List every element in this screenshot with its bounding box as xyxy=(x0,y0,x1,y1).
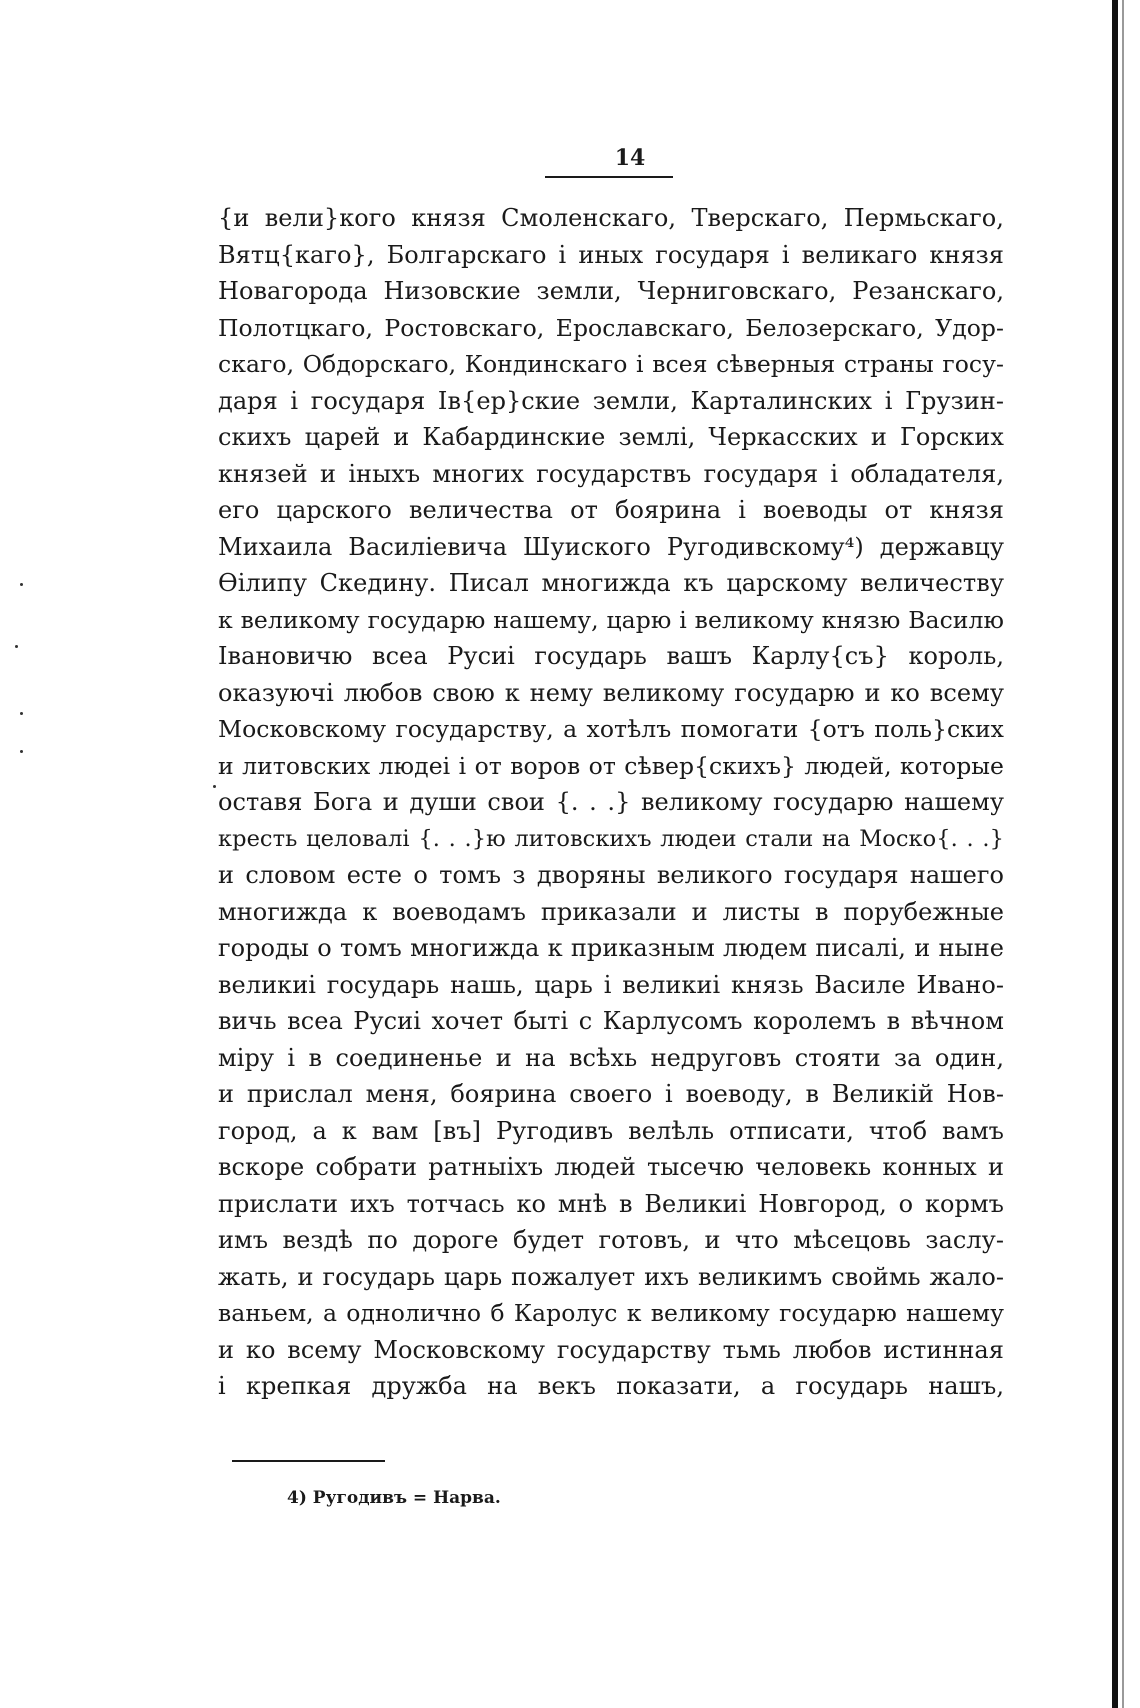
text-line: даря і государя Ів{ер}ские земли, Карталинских і Грузин- xyxy=(218,386,1004,415)
text-line: многижда к воеводамъ приказали и листы в порубежные xyxy=(218,897,1004,926)
text-line: Івановичю всеа Русиі государь вашъ Карлу{съ} король, xyxy=(218,642,1004,670)
text-line: князей и іныхъ многих государствъ государя і обладателя, xyxy=(218,459,1004,488)
text-line: и словом есте о томъ з дворяны великого государя нашего xyxy=(218,861,1004,889)
text-line: жать, и государь царь пожалует ихъ великимъ своймь жало- xyxy=(218,1262,1004,1291)
scan-edge-line xyxy=(1122,0,1124,1708)
text-line: скихъ царей и Кабардинские землі, Черкасских и Горских xyxy=(218,423,1004,451)
text-line: міру і в соединенье и на всѣхь недруговъ стояти за один, xyxy=(218,1043,1004,1072)
text-line: Михаила Василіевича Шуиского Ругодивскому⁴) державцу xyxy=(218,532,1004,561)
text-line: и литовских людеі і от воров от сѣвер{скихъ} людей, которые xyxy=(218,751,1004,780)
margin-mark xyxy=(213,785,216,788)
text-line: і крепкая дружба на векъ показати, а государь нашъ, xyxy=(218,1372,1004,1400)
text-line: скаго, Обдорскаго, Кондинскаго і всея сѣверныя страны госу- xyxy=(218,350,1004,378)
margin-mark xyxy=(20,583,23,586)
footnote-rule xyxy=(232,1460,385,1462)
text-line: оставя Бога и души свои {. . .} великому государю нашему xyxy=(218,788,1004,816)
text-line: великиі государь нашь, царь і великиі князь Василе Ивано- xyxy=(218,970,1004,999)
text-line: Ѳілипу Скедину. Писал многижда къ царскому величеству xyxy=(218,569,1004,597)
page-number: 14 xyxy=(614,145,646,171)
page-number-rule xyxy=(545,176,673,178)
scan-edge-bar xyxy=(1112,0,1118,1708)
footnote: 4) Ругодивъ = Нарва. xyxy=(287,1488,501,1508)
text-line: и ко всему Московскому государству тьмь любов истинная xyxy=(218,1335,1004,1364)
text-line: прислати ихъ тотчась ко мнѣ в Великиі Новгород, о кормъ xyxy=(218,1189,1004,1218)
text-line: {и вели}кого князя Смоленскаго, Тверскаго, Пермьскаго, xyxy=(218,204,1004,232)
margin-mark xyxy=(20,750,23,753)
text-line: город, а к вам [въ] Ругодивъ велѣль отписати, чтоб вамъ xyxy=(218,1116,1004,1145)
text-line: к великому государю нашему, царю і великому князю Василю xyxy=(218,605,1004,634)
text-line: ваньем, а однолично б Каролус к великому государю нашему xyxy=(218,1299,1004,1327)
text-line: и прислал меня, боярина своего і воеводу, в Великій Нов- xyxy=(218,1080,1004,1108)
margin-mark xyxy=(20,712,23,715)
text-line: городы о томъ многижда к приказным людем писалі, и ныне xyxy=(218,934,1004,962)
text-line: Вятц{каго}, Болгарскаго і иных государя і великаго князя xyxy=(218,240,1004,269)
text-line: Новагорода Низовские земли, Черниговскаго, Резанскаго, xyxy=(218,277,1004,305)
text-line: оказуючі любов свою к нему великому государю и ко всему xyxy=(218,678,1004,707)
text-line: его царского величества от боярина і воеводы от князя xyxy=(218,496,1004,524)
text-line: имъ вездѣ по дороге будет готовъ, и что мѣсецовь заслу- xyxy=(218,1226,1004,1254)
text-line: вичь всеа Русиі хочет быті с Карлусомъ королемъ в вѣчном xyxy=(218,1007,1004,1035)
text-line: Полотцкаго, Ростовскаго, Ерославскаго, Белозерскаго, Удор- xyxy=(218,313,1004,342)
text-line: вскоре собрати ратныіхъ людей тысечю человекь конных и xyxy=(218,1153,1004,1181)
text-line: Московскому государству, а хотѣлъ помогати {отъ поль}ских xyxy=(218,715,1004,743)
margin-mark xyxy=(15,645,18,648)
text-line: кресть целовалі {. . .}ю литовскихъ людеи стали на Моско{. . .} xyxy=(218,825,1004,852)
body-text xyxy=(218,200,1004,1405)
